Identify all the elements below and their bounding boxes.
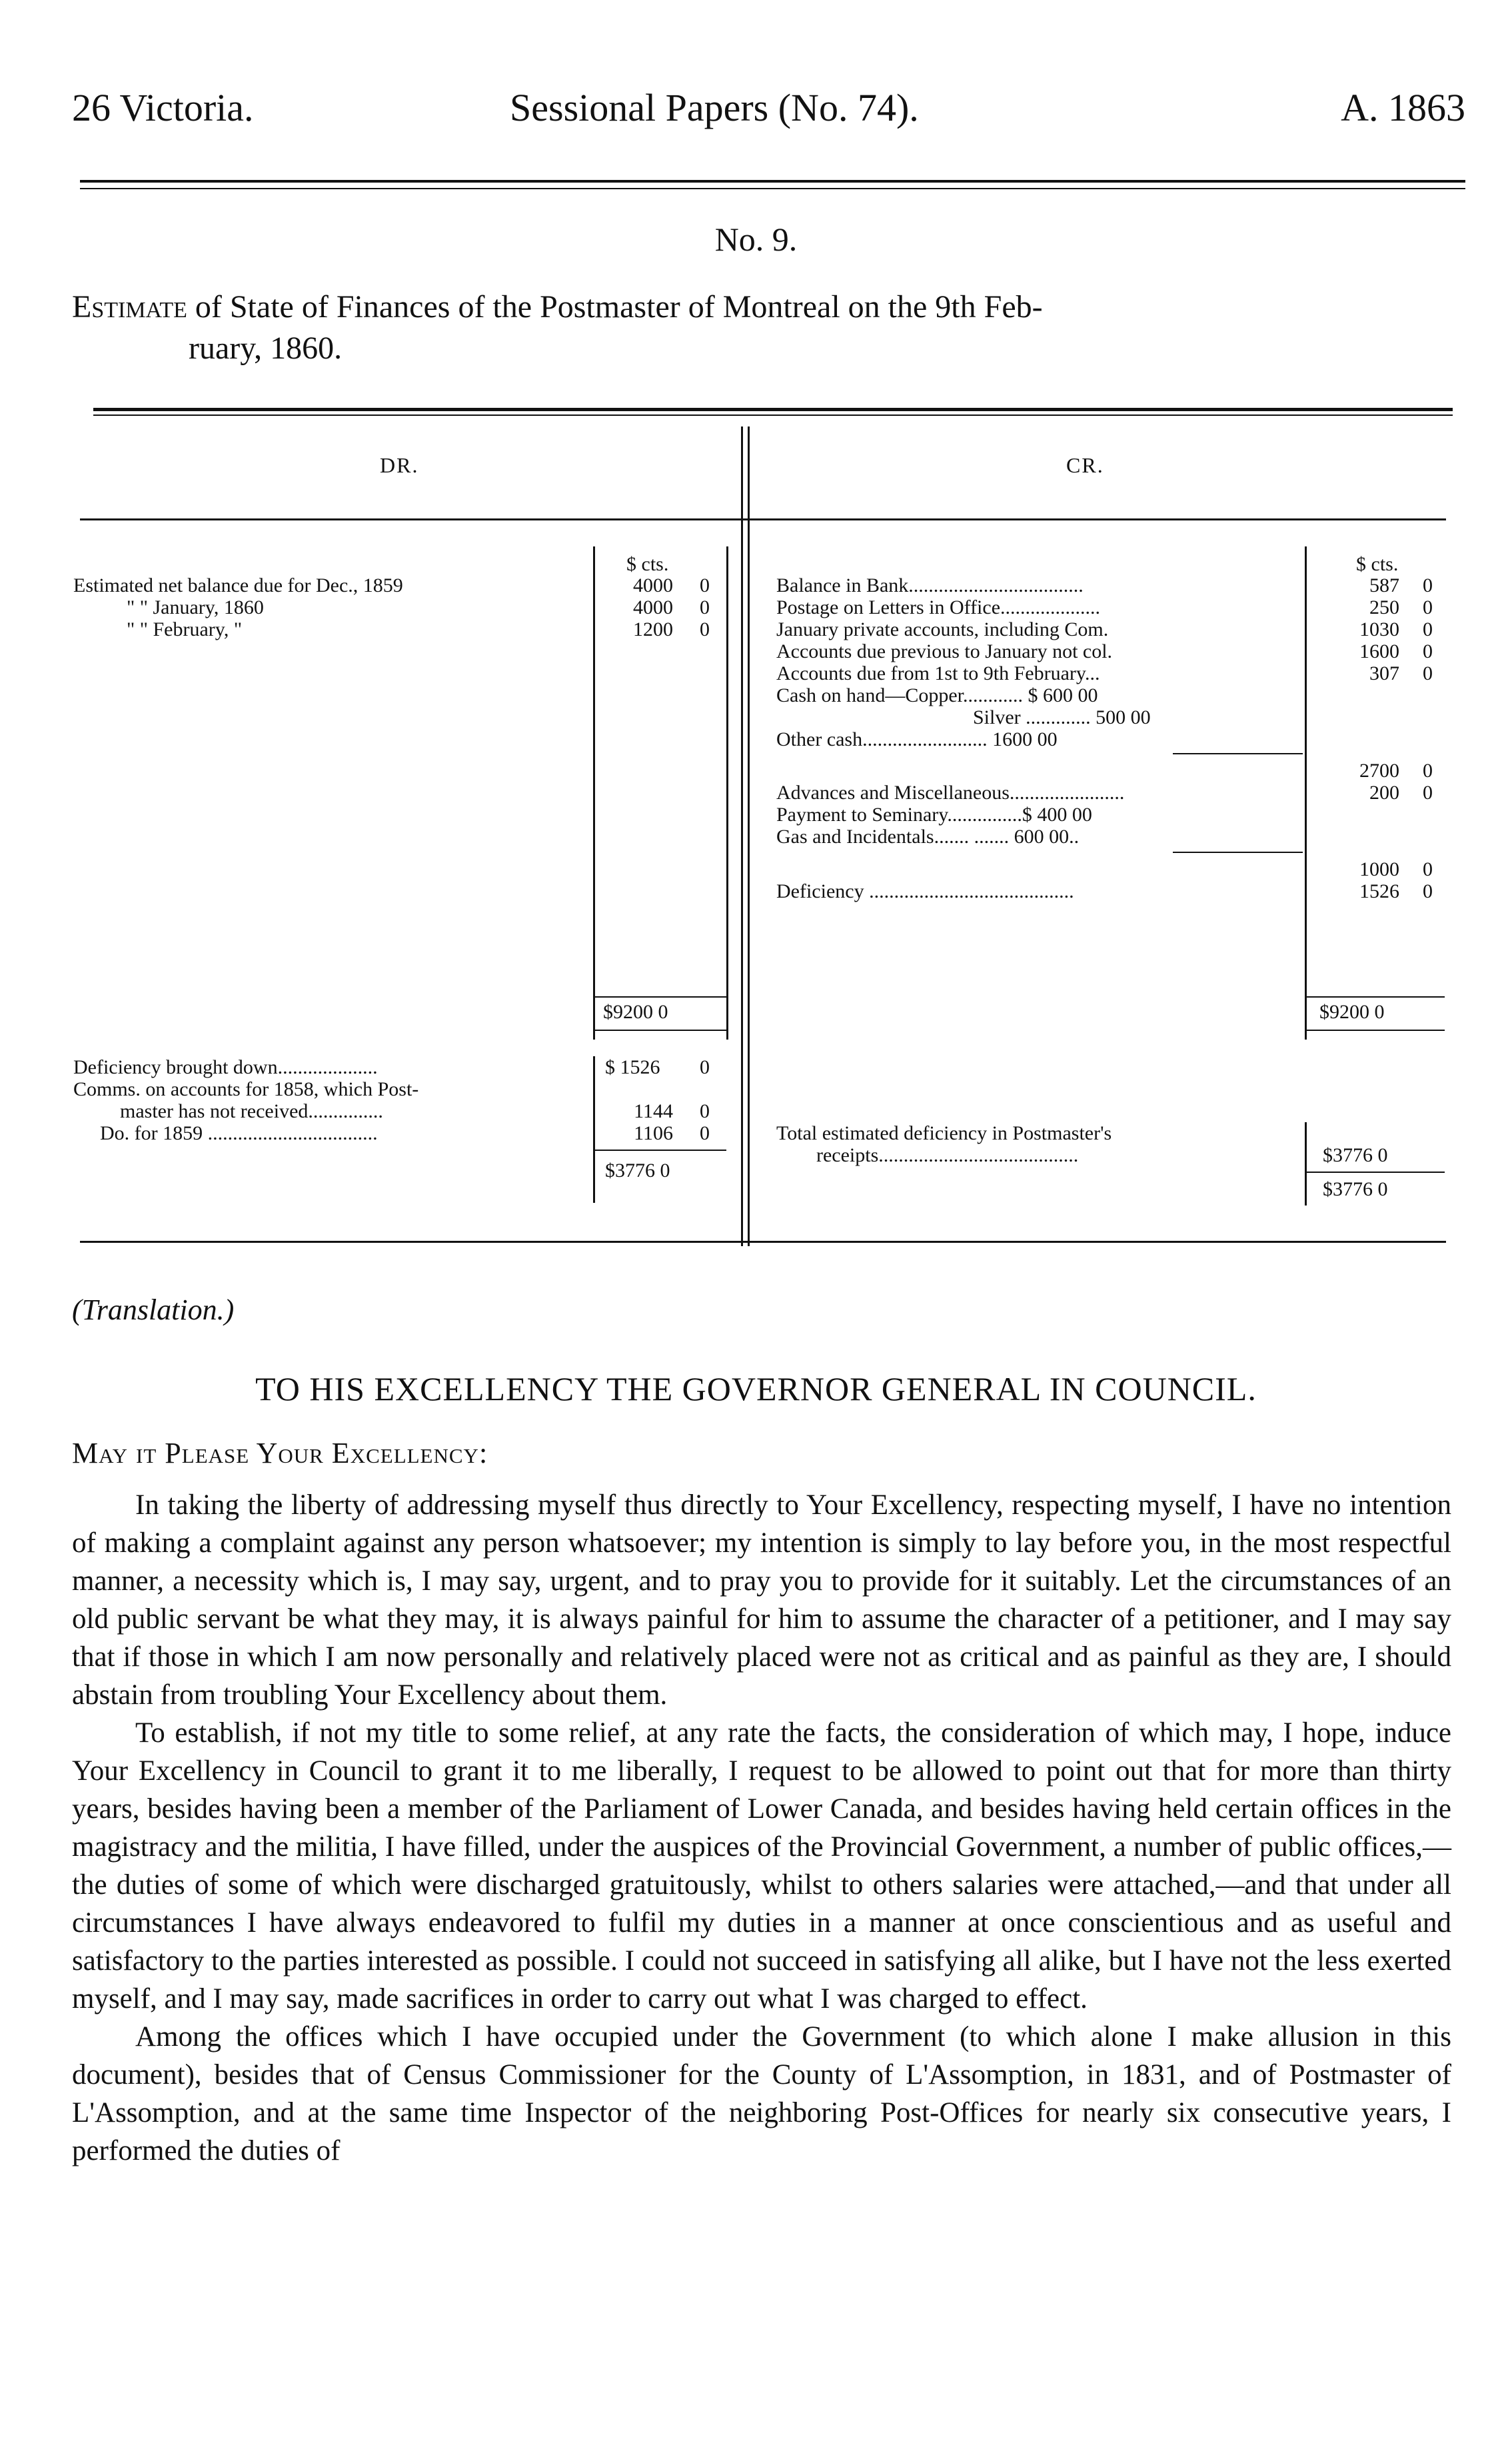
table-top-rule-thin [93, 414, 1453, 416]
cr-row-amount: 307 [1369, 662, 1399, 684]
salutation: May it Please Your Excellency: [72, 1437, 488, 1469]
cr-misc-total-amount: 1000 [1359, 858, 1399, 880]
cr-summary-amount: $3776 0 [1323, 1144, 1388, 1166]
cr-row-cents: 0 [1423, 618, 1433, 640]
cr-row-cents: 0 [1423, 662, 1433, 684]
cr-row-label: Gas and Incidentals....... ....... 600 00.. [776, 826, 1080, 848]
dr-row-label: " " February, " [127, 618, 243, 640]
cr-row-cents: 0 [1423, 782, 1433, 804]
cr-subtotal-rule-2 [1305, 1172, 1445, 1173]
cr-row-label: Accounts due previous to January not col. [776, 640, 1113, 662]
cr-row-cents: 0 [1423, 574, 1433, 596]
dr-row-label: Estimated net balance due for Dec., 1859 [73, 574, 403, 596]
cr-row-label: Accounts due from 1st to 9th February... [776, 662, 1100, 684]
cr-misc-rule [1173, 852, 1303, 853]
dr-row-amount: 4000 [633, 596, 673, 618]
header-session: 26 Victoria. [72, 86, 254, 129]
header-rule-top [80, 180, 1465, 183]
dr-row-amount: 1200 [633, 618, 673, 640]
cr-row-label: Other cash......................... 1600 00 [776, 728, 1058, 750]
cr-misc-total-cents: 0 [1423, 858, 1433, 880]
cr-summary-line2: receipts........................................ [816, 1144, 1079, 1166]
dr-row-cents: 0 [700, 596, 710, 618]
cr-row-cents: 0 [1423, 596, 1433, 618]
cr-row-cents: 0 [1423, 640, 1433, 662]
header-sessional-papers: Sessional Papers (No. 74). [510, 86, 919, 129]
translation-label: (Translation.) [72, 1293, 235, 1326]
cr-deficiency-label: Deficiency ......................................... [776, 880, 1074, 902]
dr-total: $9200 0 [603, 1001, 668, 1023]
dr-row-label: master has not received............... [120, 1100, 383, 1122]
cr-cash-total-cents: 0 [1423, 760, 1433, 782]
cr-row-label: Cash on hand—Copper............ $ 600 00 [776, 684, 1098, 706]
dr-row-amount: 1106 [634, 1122, 673, 1144]
dr-total-2: $3776 0 [605, 1160, 670, 1182]
cr-row-label: Silver ............. 500 00 [973, 706, 1151, 728]
header-year: A. 1863 [1341, 86, 1465, 129]
paragraph: To establish, if not my title to some relief, at any rate the facts, the consideration of which may, I hope, induce Your Excellency in Council to grant it to me liberally, I request to be allowed to point out that for more than thirty years, besides having been a member of the Parliament of Lower Canada, and besides having held certain offices in the magistracy and the militia, I have filled, under the auspices of the Provincial Government, a number of public offices,—the duties of some of which were discharged gratuitously, whilst to others salaries were attached,—and that under all circumstances I have always endeavored to fulfil my duties in a manner at once conscientious and as useful and satisfactory to the parties interested as possible. I could not succeed in satisfying all alike, but I have not the less exerted myself, and I may say, made sacrifices in order to carry out what I was charged to effect. [72, 1717, 1451, 2015]
dr-row-cents: 0 [700, 1122, 710, 1144]
cr-deficiency-amount: 1526 [1359, 880, 1399, 902]
cr-deficiency-cents: 0 [1423, 880, 1433, 902]
cr-row-label: Payment to Seminary...............$ 400 00 [776, 804, 1092, 826]
document-number: No. 9. [714, 221, 798, 258]
dr-row-amount: 4000 [633, 574, 673, 596]
cr-cash-rule [1173, 753, 1303, 754]
table-top-rule [93, 408, 1453, 411]
paragraph: In taking the liberty of addressing myself thus directly to Your Excellency, respecting myself, I have no intention of making a complaint against any person whatsoever; my intention is simply to lay before you, in the most respectful manner, a necessity which is, I may say, urgent, and to pray you to provide for it suitably. Let the circumstances of an old public servant be what they may, it is always painful for him to assume the character of a petitioner, and I may say that if those in which I am now personally and relatively placed were not as critical and as painful as they are, I should abstain from troubling Your Excellency about them. [72, 1489, 1451, 1711]
dr-row-label: " " January, 1860 [127, 596, 264, 618]
cr-cash-total-amount: 2700 [1359, 760, 1399, 782]
table-bottom-rule [80, 1241, 1446, 1243]
cr-total: $9200 0 [1319, 1001, 1385, 1023]
estimate-heading [72, 287, 1465, 369]
cr-unit: $ cts. [1356, 553, 1399, 575]
cr-row-label: Balance in Bank................................... [776, 574, 1084, 596]
cr-amount-col-left [1305, 546, 1307, 1040]
center-divider [741, 426, 743, 1246]
dr-amount-col-left [593, 546, 595, 1040]
cr-total-rule [1305, 1030, 1445, 1031]
cr-row-label: Postage on Letters in Office.................... [776, 596, 1101, 618]
cr-row-amount: 1600 [1359, 640, 1399, 662]
dr-row-cents: 0 [700, 574, 710, 596]
cr-subtotal-rule [1305, 996, 1445, 998]
dr-row-cents: 0 [700, 1056, 710, 1078]
cr-summary-line1: Total estimated deficiency in Postmaster's [776, 1122, 1112, 1144]
center-divider-2 [748, 426, 750, 1246]
paragraph: Among the offices which I have occupied under the Government (to which alone I make allusion in this document), besides that of Census Commissioner for the County of L'Assomption, in 1831, and of Postmaster of L'Assomption, and at the same time Inspector of the neighboring Post-Offices for nearly six consecutive years, I performed the duties of [72, 2021, 1451, 2166]
dr-amount-col-right [726, 546, 728, 1040]
cr-row-amount: 587 [1369, 574, 1399, 596]
cr-row-amount: 1030 [1359, 618, 1399, 640]
heading-rule [80, 518, 1446, 520]
estimate-lead: Estimate [72, 289, 187, 325]
cr-heading: CR. [1066, 453, 1104, 477]
cr-row-amount: 250 [1369, 596, 1399, 618]
cr-row-amount: 200 [1369, 782, 1399, 804]
dr-subtotal-rule-2 [593, 1150, 726, 1151]
statement-table [67, 400, 1466, 1259]
dr-subtotal-rule [593, 996, 726, 998]
address-heading: TO HIS EXCELLENCY THE GOVERNOR GENERAL IN COUNCIL. [255, 1370, 1257, 1407]
dr-row-amount: 1144 [634, 1100, 673, 1122]
estimate-line2: ruary, 1860. [189, 331, 343, 366]
dr-row-label: Deficiency brought down.................... [73, 1056, 378, 1078]
cr-amount-col-left-2 [1305, 1122, 1307, 1206]
dr-row-cents: 0 [700, 618, 710, 640]
cr-total-2: $3776 0 [1323, 1178, 1388, 1200]
dr-unit: $ cts. [626, 553, 669, 575]
header-rule-bottom [80, 188, 1465, 189]
dr-amount-col-left-2 [593, 1056, 595, 1203]
dr-heading: DR. [380, 453, 419, 477]
cr-row-label: Advances and Miscellaneous....................... [776, 782, 1125, 804]
dr-row-cents: 0 [700, 1100, 710, 1122]
cr-row-label: January private accounts, including Com. [776, 618, 1109, 640]
dr-row-label: Do. for 1859 .................................. [100, 1122, 378, 1144]
letter-body [72, 1486, 1451, 2170]
dr-total-rule [593, 1030, 726, 1031]
dr-row-amount: $ 1526 [605, 1056, 660, 1078]
dr-row-label: Comms. on accounts for 1858, which Post- [73, 1078, 419, 1100]
estimate-line1: of State of Finances of the Postmaster of Montreal on the 9th Feb- [187, 289, 1043, 325]
